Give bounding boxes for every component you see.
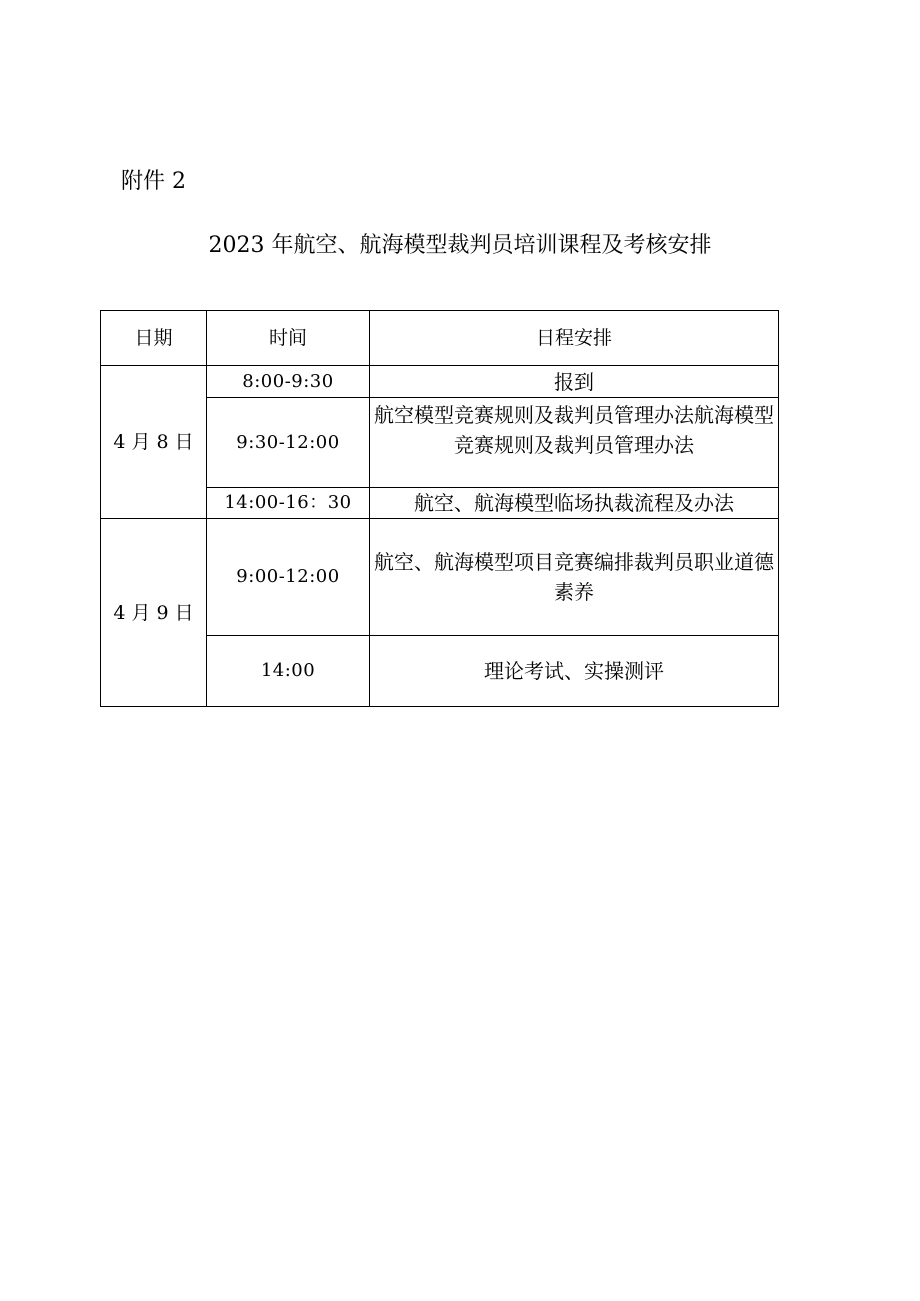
date-cell: 4 月 8 日	[101, 366, 207, 519]
time-cell: 8:00-9:30	[207, 366, 370, 398]
table-header-row	[101, 311, 779, 366]
schedule-cell: 报到	[370, 366, 779, 398]
date-cell: 4 月 9 日	[101, 519, 207, 707]
header-time: 时间	[207, 311, 370, 366]
schedule-cell: 航空、航海模型项目竞赛编排裁判员职业道德素养	[370, 519, 779, 636]
schedule-cell: 航空、航海模型临场执裁流程及办法	[370, 488, 779, 519]
time-cell: 9:30-12:00	[207, 398, 370, 488]
header-schedule: 日程安排	[370, 311, 779, 366]
attachment-label: 附件 2	[121, 169, 186, 194]
schedule-cell	[370, 398, 779, 488]
schedule-cell: 理论考试、实操测评	[370, 636, 779, 707]
table-row	[101, 366, 779, 398]
table-row	[101, 519, 779, 636]
schedule-text: 航空模型竞赛规则及裁判员管理办法航海模型竞赛规则及裁判员管理办法	[374, 403, 774, 457]
time-cell: 14:00-16：30	[207, 488, 370, 519]
document-title: 2023 年航空、航海模型裁判员培训课程及考核安排	[208, 233, 712, 258]
header-date: 日期	[101, 311, 207, 366]
schedule-table	[100, 310, 779, 707]
time-cell: 14:00	[207, 636, 370, 707]
time-cell: 9:00-12:00	[207, 519, 370, 636]
